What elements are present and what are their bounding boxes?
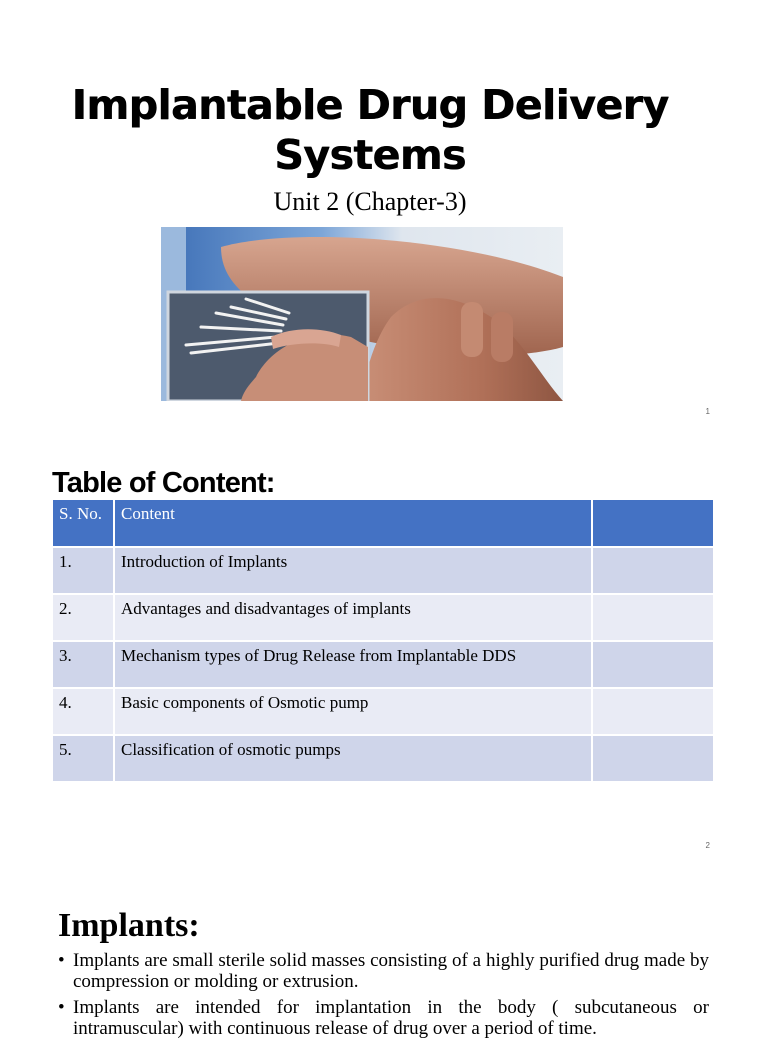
table-cell	[592, 641, 714, 688]
bullet-list	[58, 950, 709, 1044]
table-cell	[592, 594, 714, 641]
header-cell: Content	[114, 500, 592, 547]
table-cell: Mechanism types of Drug Release from Implantable DDS	[114, 641, 592, 688]
table-row	[53, 688, 714, 735]
implant-photo	[161, 227, 563, 401]
header-cell	[592, 500, 714, 547]
list-item	[58, 997, 709, 1039]
header-cell: S. No.	[53, 500, 114, 547]
table-cell: 1.	[53, 547, 114, 594]
implants-title: Implants:	[58, 907, 200, 944]
table-cell: 3.	[53, 641, 114, 688]
table-cell: 2.	[53, 594, 114, 641]
bullet-icon: •	[58, 950, 65, 971]
table-cell: 5.	[53, 735, 114, 782]
bullet-text: Implants are small sterile solid masses consisting of a highly purified drug made by compression or molding or extrusion.	[73, 950, 709, 992]
table-cell: 4.	[53, 688, 114, 735]
table-header-row	[53, 500, 714, 547]
slide-title	[0, 0, 768, 430]
bullet-icon: •	[58, 997, 65, 1018]
table-cell: Introduction of Implants	[114, 547, 592, 594]
toc-title: Table of Content:	[52, 467, 275, 499]
toc-table	[53, 500, 715, 783]
table-cell	[592, 547, 714, 594]
table-row	[53, 594, 714, 641]
presentation-title: Implantable Drug Delivery Systems	[71, 81, 669, 179]
table-cell: Basic components of Osmotic pump	[114, 688, 592, 735]
slide-implants	[0, 866, 768, 1039]
presentation-subtitle: Unit 2 (Chapter-3)	[273, 187, 467, 216]
slide-table-of-content	[0, 433, 768, 863]
slide-number: 1	[705, 407, 710, 416]
slide-number: 2	[705, 841, 710, 850]
table-row	[53, 735, 714, 782]
table-cell	[592, 735, 714, 782]
list-item	[58, 950, 709, 992]
table-cell: Advantages and disadvantages of implants	[114, 594, 592, 641]
table-cell	[592, 688, 714, 735]
bullet-text: Implants are intended for implantation in the body ( subcutaneous or intramuscular) with continuous release of drug over a period of time.	[73, 997, 709, 1039]
table-cell: Classification of osmotic pumps	[114, 735, 592, 782]
table-row	[53, 547, 714, 594]
table-row	[53, 641, 714, 688]
